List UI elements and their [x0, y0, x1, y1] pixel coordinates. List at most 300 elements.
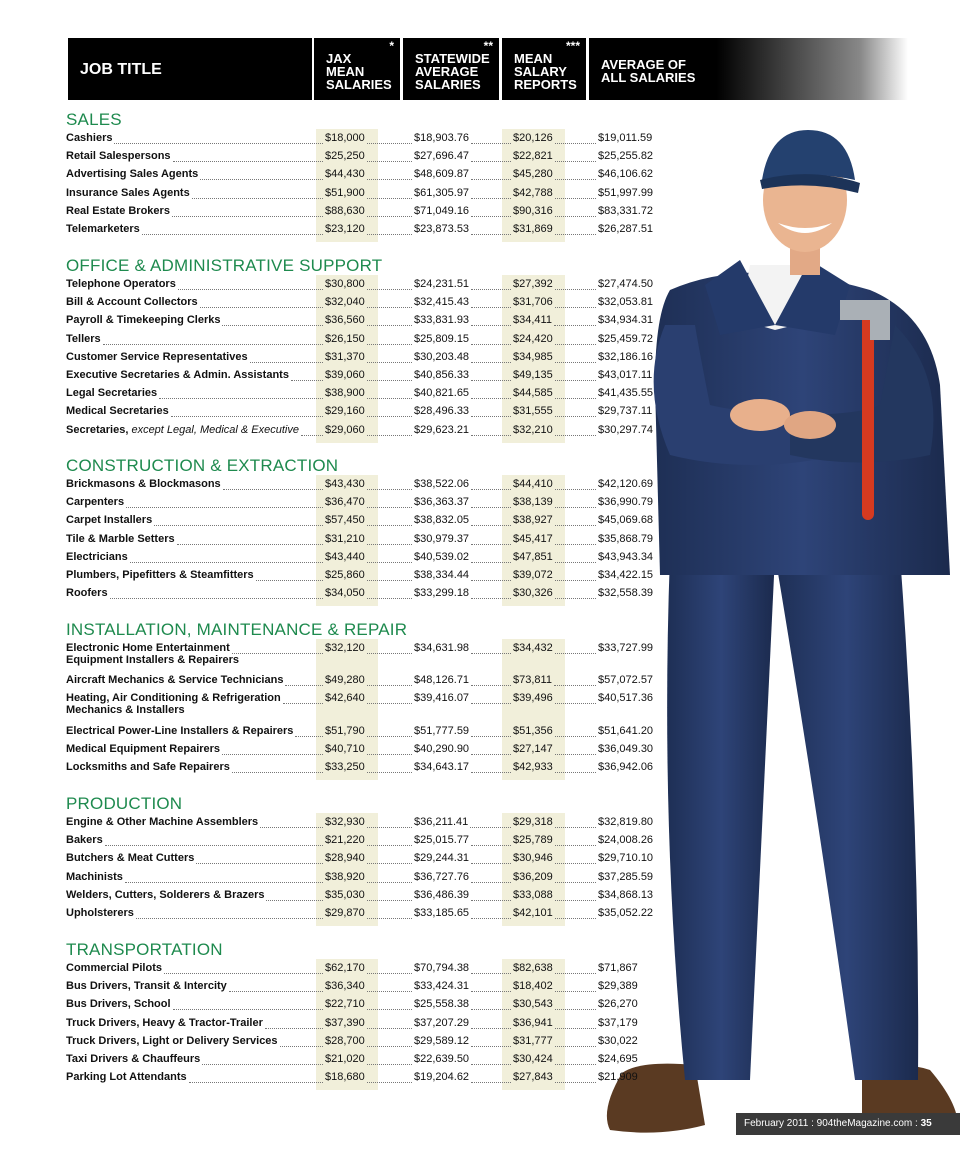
dot-leader: [291, 380, 323, 381]
dot-leader: [471, 416, 511, 417]
dot-leader: [367, 344, 412, 345]
job-title-text: Welders, Cutters, Solderers & Brazers: [66, 888, 265, 901]
dot-leader: [367, 1082, 412, 1083]
dot-leader: [471, 845, 511, 846]
job-title-text: Plumbers, Pipefitters & Steamfitters: [66, 569, 254, 581]
mean-salary-cell: $49,135: [513, 369, 553, 381]
job-title-text: Tellers: [66, 332, 101, 345]
header-statewide-line: SALARIES: [415, 77, 481, 92]
dot-leader: [154, 525, 323, 526]
job-title-text: Tile & Marble Setters: [66, 532, 175, 545]
header-average-line: ALL SALARIES: [601, 70, 696, 85]
job-title-text: Electrical Power-Line Installers & Repairers: [66, 724, 294, 737]
dot-leader: [367, 991, 412, 992]
table-header: [68, 38, 908, 100]
dot-leader: [136, 918, 323, 919]
job-title-text-line2: Mechanics & Installers: [66, 704, 185, 717]
mean-salary-cell: $42,788: [513, 186, 553, 199]
job-title-text: Bakers: [66, 834, 103, 847]
job-title-text: Retail Salespersons: [66, 150, 171, 163]
table-row: [66, 424, 666, 441]
mean-salary-cell: $39,496: [513, 692, 553, 705]
job-title-text: Legal Secretaries: [66, 387, 158, 400]
jax-mean-cell: $44,430: [325, 168, 365, 181]
average-all-cell: $25,255.82: [598, 150, 654, 163]
job-title-cell: [66, 405, 169, 417]
dot-leader: [555, 703, 596, 704]
table-row: [66, 587, 666, 604]
mean-salary-cell: $29,318: [513, 816, 553, 828]
jax-mean-cell: $25,860: [325, 569, 365, 581]
statewide-average-cell: $29,589.12: [414, 1034, 470, 1047]
dot-leader: [555, 161, 596, 162]
job-title-text: Brickmasons & Blockmasons: [66, 478, 221, 490]
dot-leader: [471, 398, 511, 399]
job-title-text: Telemarketers: [66, 223, 140, 235]
table-row: [66, 187, 666, 204]
average-all-cell: $29,710.10: [598, 852, 654, 865]
table-row: [66, 852, 666, 869]
mean-salary-cell: $47,851: [513, 550, 553, 563]
job-title-text: Payroll & Timekeeping Clerks: [66, 314, 221, 327]
dot-leader: [554, 685, 596, 686]
dot-leader: [471, 525, 511, 526]
dot-leader: [471, 653, 511, 654]
dot-leader: [367, 827, 412, 828]
dot-leader: [142, 234, 323, 235]
average-all-cell: $35,868.79: [598, 532, 654, 545]
mean-salary-cell: $42,933: [513, 761, 553, 773]
header-average-line: AVERAGE OF: [601, 57, 686, 72]
jax-mean-cell: $62,170: [325, 962, 365, 974]
dot-leader: [367, 562, 412, 563]
mean-salary-cell: $45,280: [513, 168, 553, 181]
mean-salary-cell: $34,411: [513, 314, 552, 327]
jax-mean-cell: $51,790: [325, 724, 365, 737]
job-title-cell: [66, 852, 194, 864]
table-row: [66, 871, 666, 888]
dot-leader: [229, 991, 323, 992]
average-all-cell: $36,990.79: [598, 496, 654, 509]
dot-leader: [555, 179, 596, 180]
header-jax-mean-salaries: [314, 38, 400, 100]
table-row: [66, 1035, 666, 1052]
table-row: [66, 369, 666, 386]
jax-mean-cell: $36,470: [325, 496, 365, 509]
dot-leader: [159, 398, 323, 399]
header-jax-line: SALARIES: [326, 77, 392, 92]
dot-leader: [471, 1082, 511, 1083]
dot-leader: [367, 307, 412, 308]
mean-salary-cell: $38,927: [513, 514, 553, 527]
section-title: PRODUCTION: [66, 794, 183, 813]
dot-leader: [471, 143, 511, 144]
mean-salary-cell: $27,392: [513, 278, 553, 290]
table-row: [66, 314, 666, 331]
average-all-cell: $32,558.39: [598, 587, 654, 600]
footer-issue: February 2011 : 904theMagazine.com :: [744, 1118, 921, 1129]
mean-salary-cell: $36,209: [513, 870, 553, 883]
table-row: [66, 642, 666, 666]
dot-leader: [367, 973, 412, 974]
mean-salary-cell: $31,555: [513, 405, 553, 418]
table-row: [66, 907, 666, 924]
table-row: [66, 743, 666, 760]
job-title-cell: [66, 514, 152, 526]
dot-leader: [471, 234, 511, 235]
dot-leader: [555, 289, 596, 290]
statewide-average-cell: $29,244.31: [414, 852, 470, 865]
job-title-text: Carpenters: [66, 496, 125, 509]
dot-leader: [110, 598, 323, 599]
job-title-cell: [66, 743, 220, 755]
job-title-text: Medical Secretaries: [66, 405, 169, 418]
dot-leader: [367, 772, 412, 773]
mean-salary-cell: $51,356: [513, 724, 553, 737]
average-all-cell: $46,106.62: [598, 168, 654, 181]
mean-salary-cell: $30,946: [513, 852, 553, 865]
dot-leader: [555, 900, 596, 901]
average-all-cell: $36,049.30: [598, 742, 654, 755]
dot-leader: [222, 325, 323, 326]
job-title-cell: [66, 1017, 263, 1029]
statewide-average-cell: $48,609.87: [414, 168, 470, 181]
dot-leader: [471, 1064, 511, 1065]
statewide-average-cell: $39,416.07: [414, 692, 470, 705]
table-row: [66, 761, 666, 778]
header-mean-star: ***: [565, 39, 580, 53]
dot-leader: [471, 1028, 511, 1029]
average-all-cell: $26,287.51: [598, 223, 654, 235]
statewide-average-cell: $28,496.33: [414, 405, 470, 418]
jax-mean-cell: $25,250: [325, 150, 365, 163]
header-mean-line: MEAN: [514, 51, 553, 66]
dot-leader: [367, 234, 412, 235]
average-all-cell: $25,459.72: [598, 332, 654, 345]
dot-leader: [555, 973, 596, 974]
dot-leader: [192, 198, 323, 199]
dot-leader: [367, 845, 412, 846]
page-footer: [736, 1113, 960, 1135]
jax-mean-cell: $30,800: [325, 278, 365, 290]
statewide-average-cell: $29,623.21: [414, 423, 470, 436]
table-row: [66, 150, 666, 167]
dot-leader: [555, 544, 596, 545]
job-title-cell: [66, 980, 227, 992]
job-title-text: Electronic Home Entertainment: [66, 642, 230, 654]
average-all-cell: $34,934.31: [598, 314, 654, 327]
jax-mean-cell: $28,700: [325, 1034, 365, 1047]
dot-leader: [555, 525, 596, 526]
dot-leader: [555, 489, 596, 490]
dot-leader: [555, 344, 596, 345]
table-row: [66, 1017, 666, 1034]
jax-mean-cell: $33,250: [325, 761, 365, 773]
table-row: [66, 1053, 666, 1070]
average-all-cell: $27,474.50: [598, 278, 654, 290]
job-title-cell: [66, 387, 157, 399]
statewide-average-cell: $34,643.17: [414, 761, 470, 773]
job-title-text: Electricians: [66, 550, 128, 563]
job-title-qualifier: except Legal, Medical & Executive: [128, 423, 299, 436]
header-jax-line: JAX: [326, 51, 352, 66]
dot-leader: [471, 580, 511, 581]
mean-salary-cell: $44,585: [513, 387, 553, 400]
dot-leader: [367, 736, 412, 737]
mean-salary-cell: $31,777: [513, 1034, 553, 1047]
jax-mean-cell: $36,340: [325, 980, 365, 993]
job-title-text: Medical Equipment Repairers: [66, 742, 221, 755]
header-jax-line: MEAN: [326, 64, 365, 79]
dot-leader: [105, 845, 323, 846]
dot-leader: [114, 143, 323, 144]
job-title-text: Truck Drivers, Heavy & Tractor-Trailer: [66, 1016, 263, 1029]
mean-salary-cell: $24,420: [513, 332, 553, 345]
jax-mean-cell: $29,870: [325, 907, 365, 919]
table-row: [66, 725, 666, 742]
dot-leader: [471, 179, 511, 180]
dot-leader: [471, 198, 511, 199]
jax-mean-cell: $49,280: [325, 674, 365, 687]
dot-leader: [555, 1028, 596, 1029]
mean-salary-cell: $42,101: [513, 907, 553, 919]
average-all-cell: $33,727.99: [598, 642, 654, 654]
job-title-text: Carpet Installers: [66, 514, 153, 527]
dot-leader: [130, 562, 323, 563]
job-title-cell: [66, 551, 128, 563]
table-row: [66, 889, 666, 906]
average-all-cell: $29,389: [598, 980, 638, 993]
jax-mean-cell: $18,000: [325, 132, 365, 144]
dot-leader: [471, 435, 511, 436]
statewide-average-cell: $37,207.29: [414, 1016, 470, 1029]
dot-leader: [295, 736, 323, 737]
mean-salary-cell: $90,316: [513, 204, 553, 217]
mean-salary-cell: $20,126: [513, 132, 553, 144]
average-all-cell: $57,072.57: [598, 674, 654, 687]
average-all-cell: $36,942.06: [598, 761, 654, 773]
mean-salary-cell: $30,543: [513, 998, 553, 1011]
dot-leader: [367, 900, 412, 901]
footer-page-number: 35: [920, 1118, 932, 1129]
average-all-cell: $19,011.59: [598, 132, 653, 144]
average-all-cell: $32,053.81: [598, 296, 654, 309]
statewide-average-cell: $25,809.15: [414, 332, 470, 345]
dot-leader: [367, 1009, 412, 1010]
mean-salary-cell: $33,088: [513, 888, 553, 901]
average-all-cell: $35,052.22: [598, 907, 654, 919]
dot-leader: [367, 685, 412, 686]
dot-leader: [471, 1009, 511, 1010]
dot-leader: [265, 1028, 323, 1029]
dot-leader: [367, 507, 412, 508]
table-row: [66, 132, 666, 149]
mean-salary-cell: $30,326: [513, 587, 553, 600]
table-row: [66, 478, 666, 495]
mean-salary-cell: $25,789: [513, 834, 553, 847]
dot-leader: [367, 161, 412, 162]
dot-leader: [367, 580, 412, 581]
average-all-cell: $71,867: [598, 962, 638, 974]
jax-mean-cell: $40,710: [325, 742, 365, 755]
dot-leader: [471, 216, 511, 217]
dot-leader: [471, 380, 511, 381]
job-title-text: Roofers: [66, 587, 108, 600]
dot-leader: [285, 685, 323, 686]
statewide-average-cell: $33,299.18: [414, 587, 470, 600]
mean-salary-cell: $27,147: [513, 742, 553, 755]
statewide-average-cell: $38,832.05: [414, 514, 470, 527]
section-title: SALES: [66, 110, 122, 129]
dot-leader: [367, 653, 412, 654]
statewide-average-cell: $32,415.43: [414, 296, 470, 309]
jax-mean-cell: $39,060: [325, 369, 365, 381]
job-title-cell: [66, 569, 254, 581]
dot-leader: [367, 882, 412, 883]
dot-leader: [367, 216, 412, 217]
jax-mean-cell: $34,050: [325, 587, 365, 600]
jax-mean-cell: $22,710: [325, 998, 365, 1011]
statewide-average-cell: $40,539.02: [414, 550, 470, 563]
section-title: INSTALLATION, MAINTENANCE & REPAIR: [66, 620, 408, 639]
job-title-cell: [66, 962, 162, 974]
dot-leader: [555, 736, 596, 737]
average-all-cell: $37,179: [598, 1016, 638, 1029]
table-row: [66, 551, 666, 568]
dot-leader: [555, 991, 596, 992]
dot-leader: [266, 900, 323, 901]
jax-mean-cell: $43,430: [325, 478, 365, 490]
mean-salary-cell: $44,410: [513, 478, 553, 490]
job-title-cell: [66, 478, 221, 490]
jax-mean-cell: $31,210: [325, 532, 365, 545]
job-title-text: Heating, Air Conditioning & Refrigeration: [66, 692, 281, 705]
job-title-text: Commercial Pilots: [66, 962, 162, 974]
job-title-text: Executive Secretaries & Admin. Assistants: [66, 369, 289, 381]
average-all-cell: $83,331.72: [598, 204, 654, 217]
dot-leader: [367, 1028, 412, 1029]
job-title-cell: [66, 674, 283, 686]
dot-leader: [555, 1064, 596, 1065]
average-all-cell: $26,270: [598, 998, 638, 1011]
dot-leader: [555, 216, 596, 217]
dot-leader: [301, 435, 323, 436]
dot-leader: [471, 544, 511, 545]
dot-leader: [555, 1082, 596, 1083]
dot-leader: [367, 143, 412, 144]
dot-leader: [471, 325, 511, 326]
table-row: [66, 569, 666, 586]
dot-leader: [555, 234, 596, 235]
statewide-average-cell: $33,831.93: [414, 314, 470, 327]
dot-leader: [555, 598, 596, 599]
dot-leader: [555, 882, 596, 883]
job-title-text: Locksmiths and Safe Repairers: [66, 761, 230, 773]
statewide-average-cell: $40,856.33: [414, 369, 470, 381]
table-row: [66, 834, 666, 851]
jax-mean-cell: $32,930: [325, 816, 365, 828]
dot-leader: [554, 325, 596, 326]
jax-mean-cell: $23,120: [325, 223, 365, 235]
statewide-average-cell: $33,424.31: [414, 980, 470, 993]
average-all-cell: $41,435.55: [598, 387, 654, 400]
dot-leader: [471, 161, 511, 162]
dot-leader: [470, 827, 511, 828]
header-mean-salary-reports: [502, 38, 586, 100]
mean-salary-cell: $22,821: [513, 150, 553, 163]
table-row: [66, 962, 666, 979]
jax-mean-cell: $21,020: [325, 1053, 365, 1065]
table-row: [66, 1071, 666, 1088]
table-row: [66, 205, 666, 222]
dot-leader: [471, 736, 511, 737]
average-all-cell: $29,737.11: [598, 405, 653, 418]
job-title-text: Aircraft Mechanics & Service Technicians: [66, 674, 284, 687]
header-jax-star: *: [389, 39, 394, 53]
job-title-cell: [66, 907, 134, 919]
statewide-average-cell: $34,631.98: [414, 642, 470, 654]
mean-salary-cell: $18,402: [513, 980, 553, 993]
average-all-cell: $37,285.59: [598, 870, 654, 883]
dot-leader: [555, 754, 596, 755]
job-title-cell: [66, 351, 248, 363]
statewide-average-cell: $71,049.16: [414, 204, 470, 217]
job-title-cell: [66, 761, 230, 773]
dot-leader: [367, 289, 412, 290]
jax-mean-cell: $57,450: [325, 514, 365, 527]
dot-leader: [367, 489, 412, 490]
jax-mean-cell: $29,160: [325, 405, 365, 418]
dot-leader: [471, 685, 511, 686]
statewide-average-cell: $19,204.62: [414, 1071, 470, 1084]
jax-mean-cell: $29,060: [325, 423, 365, 436]
header-statewide-star: **: [483, 39, 493, 53]
statewide-average-cell: $30,203.48: [414, 350, 470, 363]
jax-mean-cell: $88,630: [325, 204, 365, 217]
dot-leader: [471, 562, 511, 563]
dot-leader: [471, 754, 511, 755]
job-title-cell: [66, 889, 264, 901]
dot-leader: [471, 772, 511, 773]
dot-leader: [555, 307, 596, 308]
dot-leader: [280, 1046, 323, 1047]
job-title-text: Advertising Sales Agents: [66, 168, 199, 181]
average-all-cell: $43,017.11: [598, 369, 653, 381]
dot-leader: [367, 703, 412, 704]
statewide-average-cell: $36,363.37: [414, 496, 470, 509]
average-all-cell: $32,819.80: [598, 816, 654, 828]
mean-salary-cell: $32,210: [513, 423, 553, 436]
dot-leader: [555, 198, 596, 199]
dot-leader: [367, 416, 412, 417]
header-job-title: [68, 38, 312, 100]
job-title-text: Bill & Account Collectors: [66, 296, 198, 309]
dot-leader: [256, 580, 323, 581]
average-all-cell: $21,909: [598, 1071, 638, 1084]
dot-leader: [471, 991, 511, 992]
dot-leader: [232, 772, 323, 773]
dot-leader: [555, 580, 596, 581]
average-all-cell: $42,120.69: [598, 478, 654, 490]
dot-leader: [200, 307, 323, 308]
dot-leader: [367, 863, 412, 864]
statewide-average-cell: $18,903.76: [414, 132, 470, 144]
dot-leader: [471, 703, 511, 704]
average-all-cell: $40,517.36: [598, 692, 654, 705]
dot-leader: [223, 489, 323, 490]
job-title-text: Real Estate Brokers: [66, 204, 170, 217]
dot-leader: [367, 179, 412, 180]
